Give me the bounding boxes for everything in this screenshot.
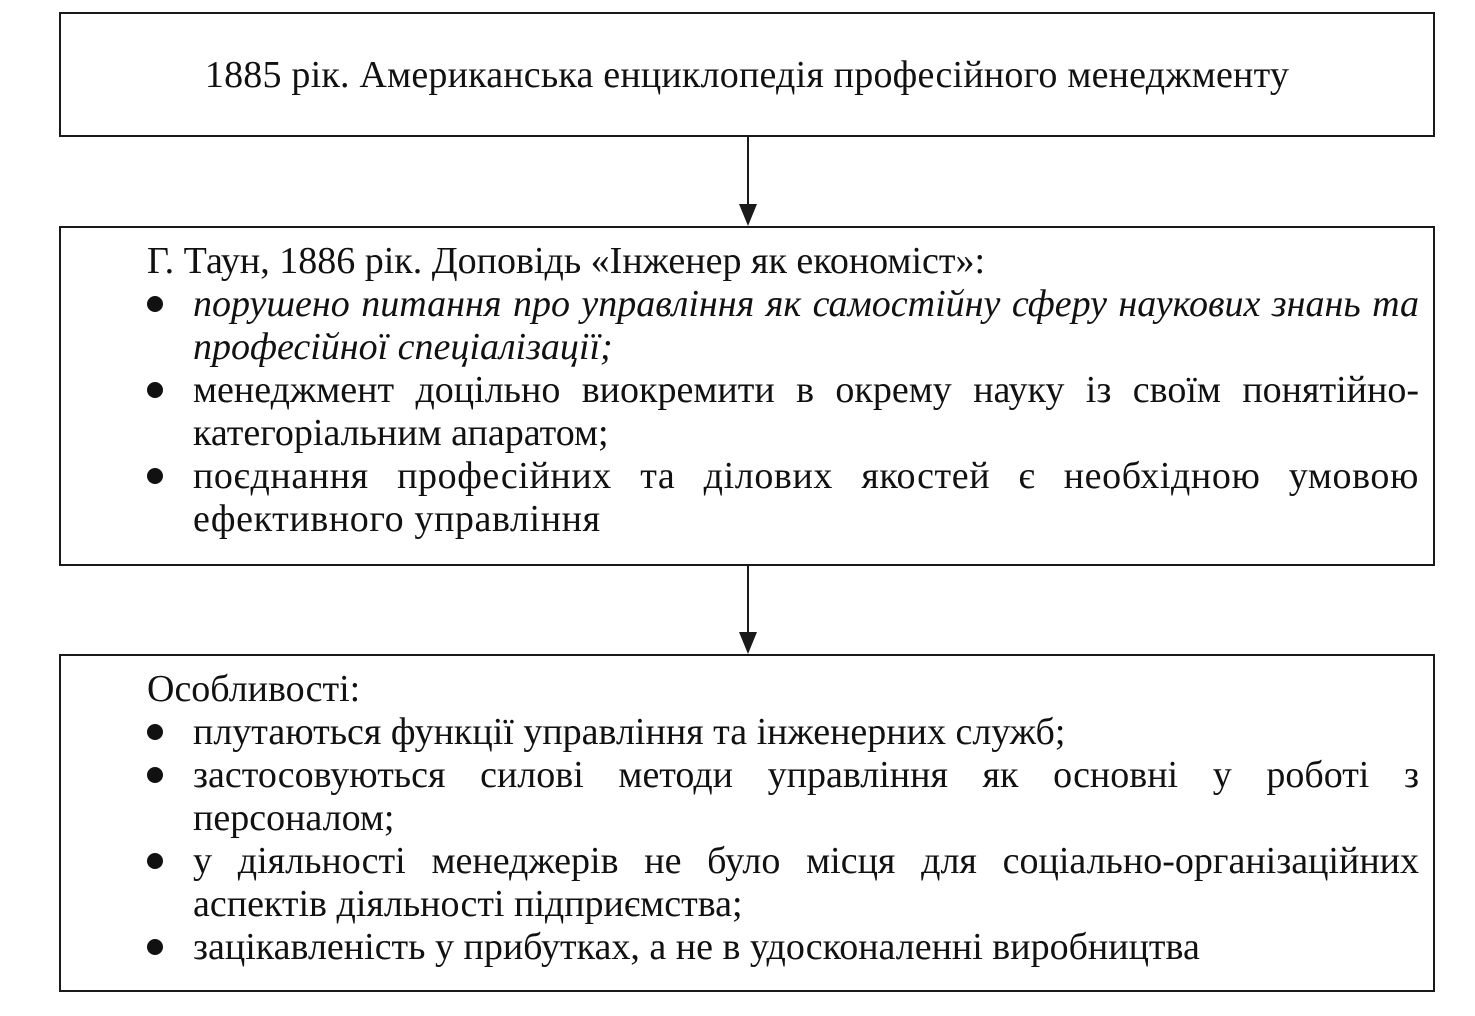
towne-report-box [59,226,1435,566]
list-item-text: застосовуються силові методи управління як основні у роботі з персоналом; [193,754,1419,839]
list-item [147,754,1419,840]
list-item [147,455,1419,541]
encyclopedia-1885-text: 1885 рік. Американська енциклопедія професійного менеджменту [204,53,1290,96]
list-item [147,840,1419,926]
features-box [59,654,1435,992]
list-item [147,711,1419,754]
list-item-text: плутаються функції управління та інженерних служб; [193,711,1066,753]
list-item-text: зацікавленість у прибутках, а не в удосконаленні виробництва [193,926,1200,968]
list-item [147,926,1419,969]
list-item-text: порушено питання про управління як самостійну сферу наукових знань та професійної спеціалізації; [193,283,1419,368]
features-list [147,711,1419,969]
bullet-dot-icon [147,853,163,869]
bullet-dot-icon [147,296,163,312]
arrow-1-to-2-head [739,204,757,226]
features-heading: Особливості: [147,668,361,710]
arrow-2-to-3-head [739,632,757,654]
bullet-dot-icon [147,939,163,955]
arrow-1-to-2 [747,137,749,207]
bullet-dot-icon [147,724,163,740]
list-item [147,283,1419,369]
arrow-2-to-3 [747,566,749,636]
bullet-dot-icon [147,468,163,484]
list-item-text: менеджмент доцільно виокремити в окрему науку із своїм понятійно-категоріальним апаратом; [193,369,1419,454]
list-item [147,369,1419,455]
list-item-text: поєднання професійних та ділових якостей є необхідною умовою ефективного управління [193,455,1419,540]
towne-report-heading: Г. Таун, 1886 рік. Доповідь «Інженер як економіст»: [147,240,986,282]
bullet-dot-icon [147,767,163,783]
towne-report-list [147,283,1419,541]
list-item-text: у діяльності менеджерів не було місця для соціально-організаційних аспектів діяльності підприємства; [193,840,1419,925]
encyclopedia-1885-box [59,12,1435,137]
bullet-dot-icon [147,382,163,398]
